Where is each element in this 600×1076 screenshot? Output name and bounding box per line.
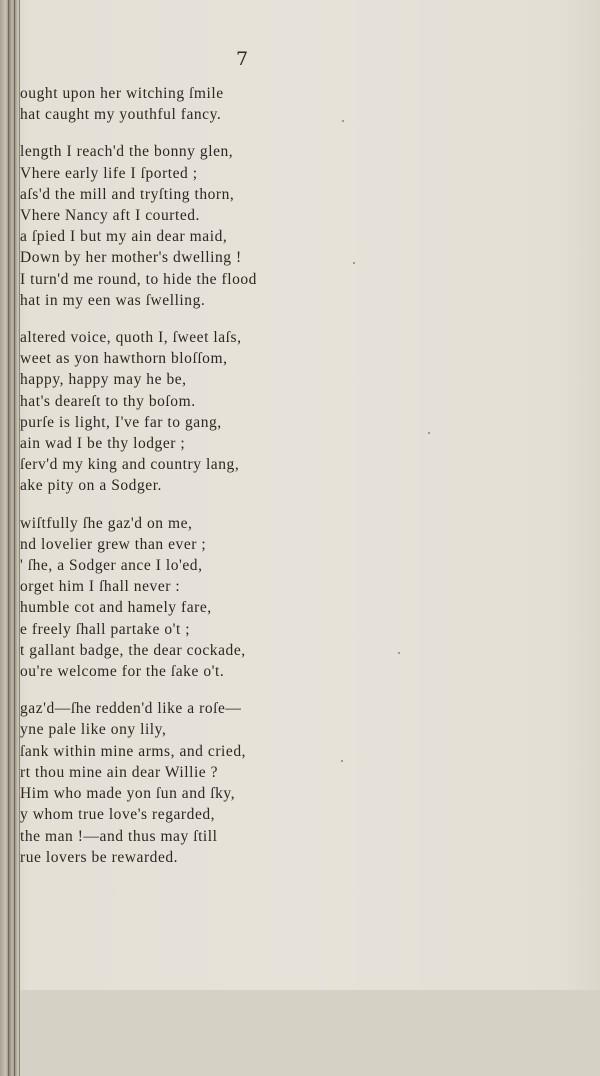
underlying-page: [0, 990, 600, 1076]
poem-line: altered voice, quoth I, ſweet laſs,: [20, 329, 242, 347]
poem-line: I turn'd me round, to hide the flood: [20, 270, 257, 288]
poem-line: y whom true love's regarded,: [20, 806, 216, 824]
poem-line: ſank within mine arms, and cried,: [20, 742, 247, 760]
poem-line: ain wad I be thy lodger ;: [20, 435, 186, 453]
poem-line: e freely ſhall partake o't ;: [20, 620, 191, 638]
poem-line: the man !—and thus may ſtill: [20, 827, 218, 845]
poem-line: Him who made yon ſun and ſky,: [20, 785, 236, 803]
poem-line: rt thou mine ain dear Willie ?: [20, 763, 219, 781]
poem-line: happy, happy may he be,: [20, 371, 187, 389]
poem-line: hat caught my youthful fancy.: [20, 106, 222, 124]
poem-line: orget him I ſhall never :: [20, 578, 181, 596]
paper-speck: [353, 262, 355, 264]
paper-speck: [428, 432, 430, 434]
poem-line: ' ſhe, a Sodger ance I lo'ed,: [20, 557, 203, 575]
poem-line: ou're welcome for the ſake o't.: [20, 663, 225, 681]
paper-speck: [342, 120, 344, 122]
binding-gutter: [0, 0, 20, 1076]
poem-line: hat's deareſt to thy boſom.: [20, 392, 196, 410]
poem-line: ſerv'd my king and country lang,: [20, 456, 240, 474]
poem-line: purſe is light, I've far to gang,: [20, 413, 222, 431]
poem-line: humble cot and hamely fare,: [20, 599, 212, 617]
stanza: [20, 327, 420, 497]
gutter-line: [8, 0, 9, 1076]
poem-line: t gallant badge, the dear cockade,: [20, 641, 246, 659]
poem-line: yne pale like ony lily,: [20, 721, 167, 739]
poem-line: rue lovers be rewarded.: [20, 848, 179, 866]
poem-line: gaz'd—ſhe redden'd like a roſe—: [20, 700, 242, 718]
stanza: [20, 141, 420, 311]
poem-text: [20, 83, 420, 884]
poem-line: nd lovelier grew than ever ;: [20, 535, 207, 553]
gutter-line: [14, 0, 15, 1076]
paper-speck: [341, 760, 343, 762]
poem-line: a ſpied I but my ain dear maid,: [20, 228, 228, 246]
poem-line: weet as yon hawthorn bloſſom,: [20, 350, 228, 368]
poem-line: ake pity on a Sodger.: [20, 477, 162, 495]
poem-line: Vhere Nancy aft I courted.: [20, 207, 200, 225]
poem-line: length I reach'd the bonny glen,: [20, 143, 234, 161]
stanza: [20, 698, 420, 868]
poem-line: Vhere early life I ſported ;: [20, 164, 198, 182]
page-number: 7: [236, 48, 249, 70]
stanza: [20, 83, 420, 125]
poem-line: wiſtfully ſhe gaz'd on me,: [20, 514, 193, 532]
poem-line: aſs'd the mill and tryſting thorn,: [20, 185, 235, 203]
poem-line: ought upon her witching ſmile: [20, 85, 224, 102]
paper-speck: [398, 652, 400, 654]
poem-line: Down by her mother's dwelling !: [20, 249, 242, 267]
stanza: [20, 513, 420, 683]
poem-line: hat in my een was ſwelling.: [20, 291, 206, 309]
